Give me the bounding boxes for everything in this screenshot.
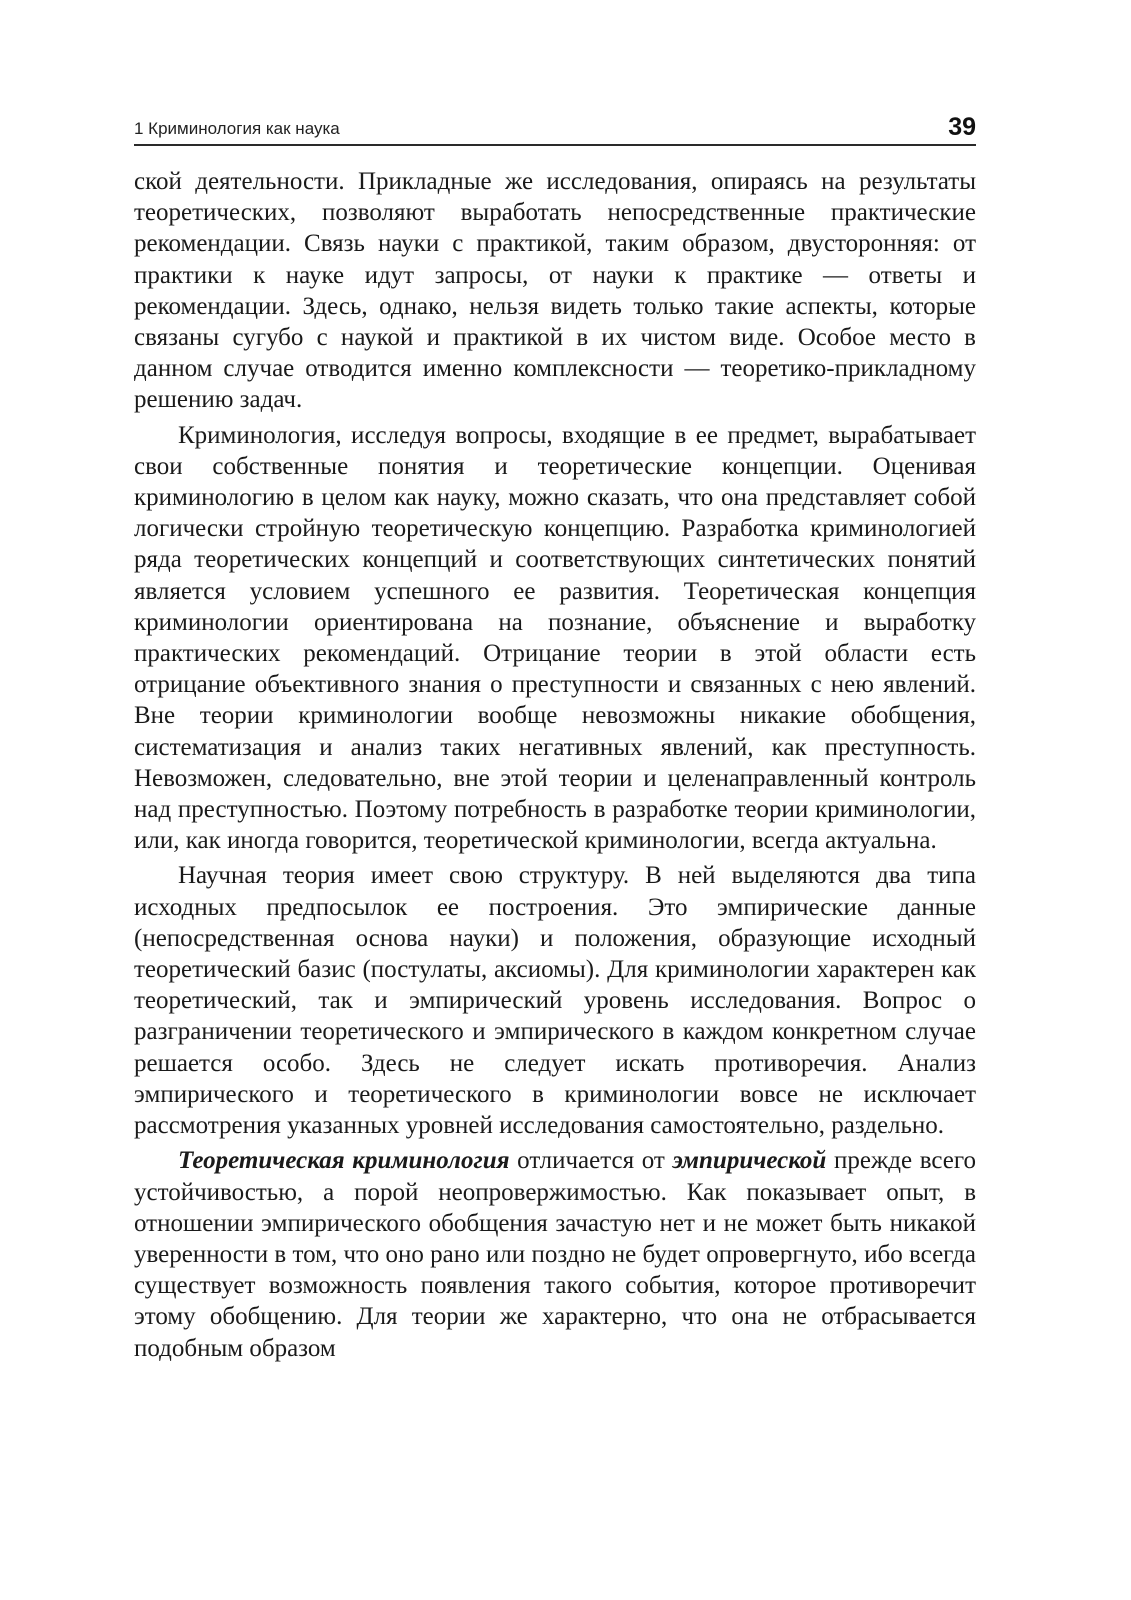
page-number: 39: [948, 113, 976, 141]
body-text: [134, 166, 976, 1368]
term-empirical: эмпирической: [672, 1147, 827, 1175]
paragraph-3: Научная теория имеет свою структуру. В ней выделяются два типа исходных предпосылок ее построения. Это эмпирические данные (непосредственная основа науки) и положения, образующие исходный теоретический базис (постулаты, аксиомы). Для криминологии характерен как теоретический, так и эмпирический уровень исследования. Вопрос о разграничении теоретического и эмпирического в каждом конкретном случае решается особо. Здесь не следует искать противоречия. Анализ эмпирического и теоретического в криминологии вовсе не исключает рассмотрения указанных уровней исследования самостоятельно, раздельно.: [134, 862, 976, 1140]
term-theoretical-criminology: Теоретическая криминология: [178, 1147, 510, 1175]
running-header: [134, 112, 976, 146]
paragraph-1: ской деятельности. Прикладные же исследования, опираясь на результаты теоретических, позволяют выработать непосредственные практические рекомендации. Связь науки с практикой, таким образом, двусторонняя: от практики к науке идут запросы, от науки к практике — ответы и рекомендации. Здесь, однако, нельзя видеть только такие аспекты, которые связаны сугубо с наукой и практикой в их чистом виде. Особое место в данном случае отводится именно комплексности — теоретико-прикладному решению задач.: [134, 168, 976, 414]
paragraph-4-rest: прежде всего устойчивостью, а порой неопровержимостью. Как показывает опыт, в отношении эмпирического обобщения зачастую нет и не может быть никакой уверенности в том, что оно рано или поздно не будет опровергнуто, ибо всегда существует возможность появления такого события, которое противоречит этому обобщению. Для теории же характерно, что она не отбрасывается подобным образом: [134, 1147, 976, 1362]
paragraph-4-connector: отличается от: [509, 1147, 673, 1175]
paragraph-4: [134, 1145, 976, 1363]
chapter-title: 1 Криминология как наука: [134, 119, 340, 138]
paragraph-2: Криминология, исследуя вопросы, входящие в ее предмет, вырабатывает свои собственные понятия и теоретические концепции. Оценивая криминологию в целом как науку, можно сказать, что она представляет собой логически стройную теоретическую концепцию. Разработка криминологией ряда теоретических концепций и соответствующих синтетических понятий является условием успешного ее развития. Теоретическая концепция криминологии ориентирована на познание, объяснение и выработку практических рекомендаций. Отрицание теории в этой области есть отрицание объективного знания о преступности и связанных с нею явлений. Вне теории криминологии вообще невозможны никакие обобщения, систематизация и анализ таких негативных явлений, как преступность. Невозможен, следовательно, вне этой теории и целенаправленный контроль над преступностью. Поэтому потребность в разработке теории криминологии, или, как иногда говорится, теоретической криминологии, всегда актуальна.: [134, 421, 976, 855]
